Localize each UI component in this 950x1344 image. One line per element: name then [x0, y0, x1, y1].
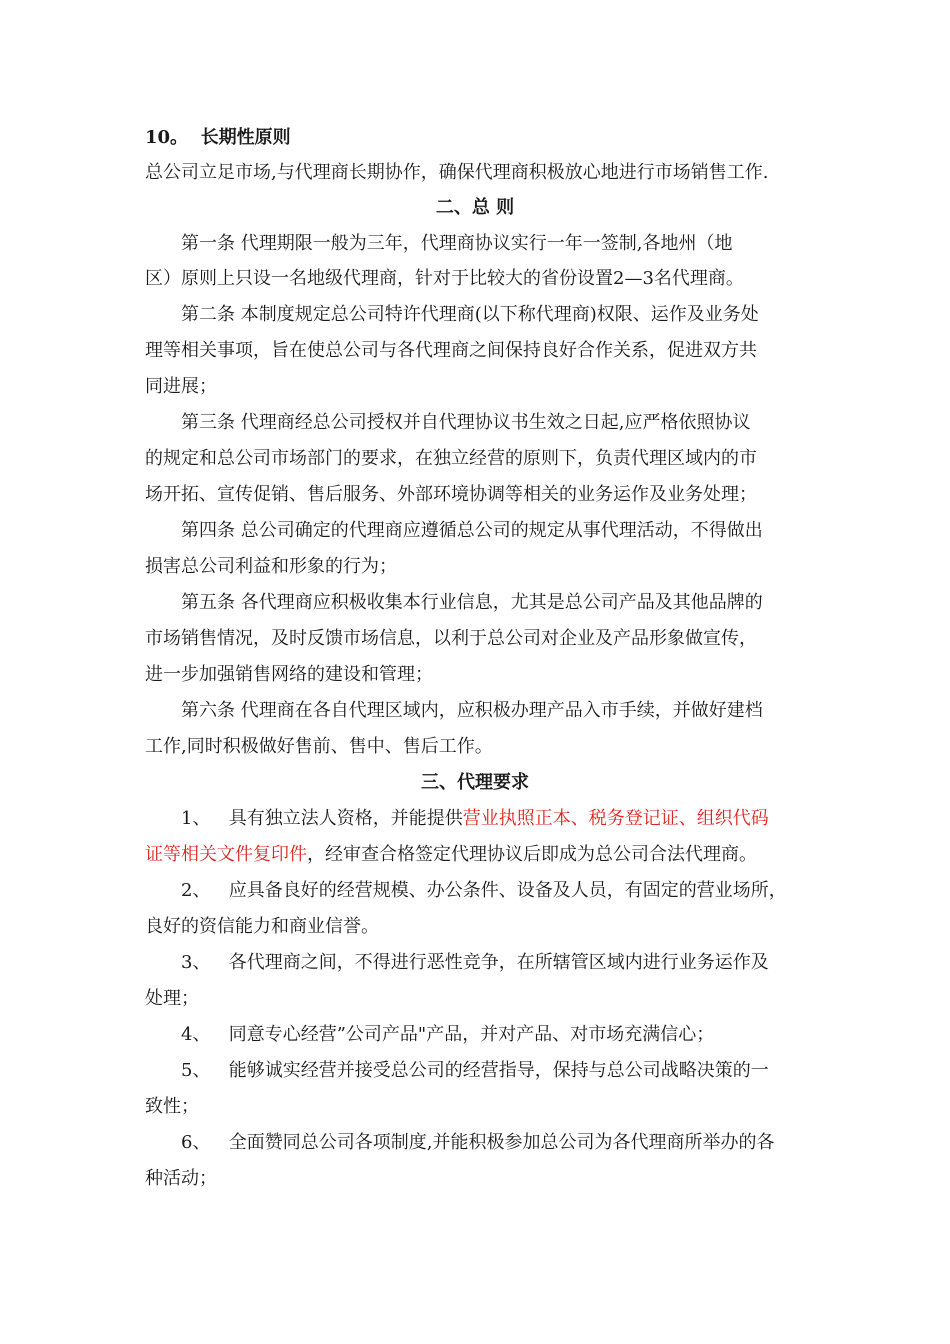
requirement-5-line-1: [181, 1058, 769, 1084]
requirement-6-number: 6、: [181, 1132, 211, 1153]
requirement-2-line-2: 良好的资信能力和商业信誉。: [145, 916, 379, 937]
article-2-line-1: 第二条 本制度规定总公司特许代理商(以下称代理商)权限、运作及业务处: [181, 304, 759, 325]
article-2-line-3: 同进展；: [145, 376, 217, 397]
section-10-number: 10。: [145, 127, 189, 148]
requirement-1-highlight-part-2: 证等相关文件复印件: [145, 844, 307, 865]
requirement-1-text-end: ，经审查合格签定代理协议后即成为总公司合法代理商。: [307, 844, 757, 865]
requirement-4-text-1: 同意专心经营”公司产品"产品，并对产品、对市场充满信心；: [228, 1024, 715, 1045]
section-10-text: 总公司立足市场,与代理商长期协作，确保代理商积极放心地进行市场销售工作.: [145, 162, 769, 183]
requirement-1-highlight-part-1: 营业执照正本、税务登记证、组织代码: [462, 808, 769, 829]
article-1-line-2: 区）原则上只设一名地级代理商，针对于比较大的省份设置2—3名代理商。: [145, 268, 744, 289]
requirement-1-line-1: [181, 806, 769, 832]
article-3-line-3: 场开拓、宣传促销、售后服务、外部环境协调等相关的业务运作及业务处理；: [145, 484, 757, 505]
requirement-3-line-1: [181, 950, 769, 976]
requirement-1-text-start: 具有独立法人资格，并能提供: [228, 808, 463, 829]
section-10-title: 长期性原则: [200, 127, 291, 148]
requirement-6-line-1: [181, 1130, 774, 1156]
article-3-line-1: 第三条 代理商经总公司授权并自代理协议书生效之日起,应严格依照协议: [181, 412, 751, 433]
article-2-line-2: 理等相关事项，旨在使总公司与各代理商之间保持良好合作关系，促进双方共: [145, 340, 757, 361]
requirement-2-number: 2、: [181, 880, 211, 901]
general-heading: 二、总 则: [435, 197, 515, 218]
article-4-line-1: 第四条 总公司确定的代理商应遵循总公司的规定从事代理活动，不得做出: [181, 520, 763, 541]
article-5-line-2: 市场销售情况，及时反馈市场信息，以利于总公司对企业及产品形象做宣传，: [145, 628, 757, 649]
article-1-line-1: 第一条 代理期限一般为三年，代理商协议实行一年一签制,各地州（地: [181, 233, 733, 254]
article-4-line-2: 损害总公司利益和形象的行为；: [145, 556, 397, 577]
requirement-5-line-2: 致性；: [145, 1096, 199, 1117]
article-3-line-2: 的规定和总公司市场部门的要求，在独立经营的原则下，负责代理区域内的市: [145, 448, 757, 469]
requirement-1-line-2: [145, 842, 757, 868]
requirement-2-text-1: 应具备良好的经营规模、办公条件、设备及人员，有固定的营业场所，: [228, 880, 787, 901]
requirements-heading: 三、代理要求: [421, 772, 529, 793]
requirement-4-line-1: [181, 1022, 714, 1048]
requirement-3-number: 3、: [181, 952, 211, 973]
requirement-3-line-2: 处理；: [145, 988, 199, 1009]
article-6-line-2: 工作,同时积极做好售前、售中、售后工作。: [145, 736, 493, 757]
requirement-3-text-1: 各代理商之间，不得进行恶性竞争，在所辖管区域内进行业务运作及: [228, 952, 769, 973]
article-5-line-1: 第五条 各代理商应积极收集本行业信息，尤其是总公司产品及其他品牌的: [181, 592, 763, 613]
article-5-line-3: 进一步加强销售网络的建设和管理；: [145, 664, 433, 685]
requirement-5-text-1: 能够诚实经营并接受总公司的经营指导，保持与总公司战略决策的一: [228, 1060, 769, 1081]
requirement-2-line-1: [181, 878, 787, 904]
requirement-1-number: 1、: [181, 808, 211, 829]
article-6-line-1: 第六条 代理商在各自代理区域内，应积极办理产品入市手续，并做好建档: [181, 700, 763, 721]
requirement-4-number: 4、: [181, 1024, 211, 1045]
section-10-heading: [145, 125, 291, 151]
requirement-6-line-2: 种活动；: [145, 1168, 217, 1189]
requirement-6-text-1: 全面赞同总公司各项制度,并能积极参加总公司为各代理商所举办的各: [228, 1132, 775, 1153]
requirement-5-number: 5、: [181, 1060, 211, 1081]
